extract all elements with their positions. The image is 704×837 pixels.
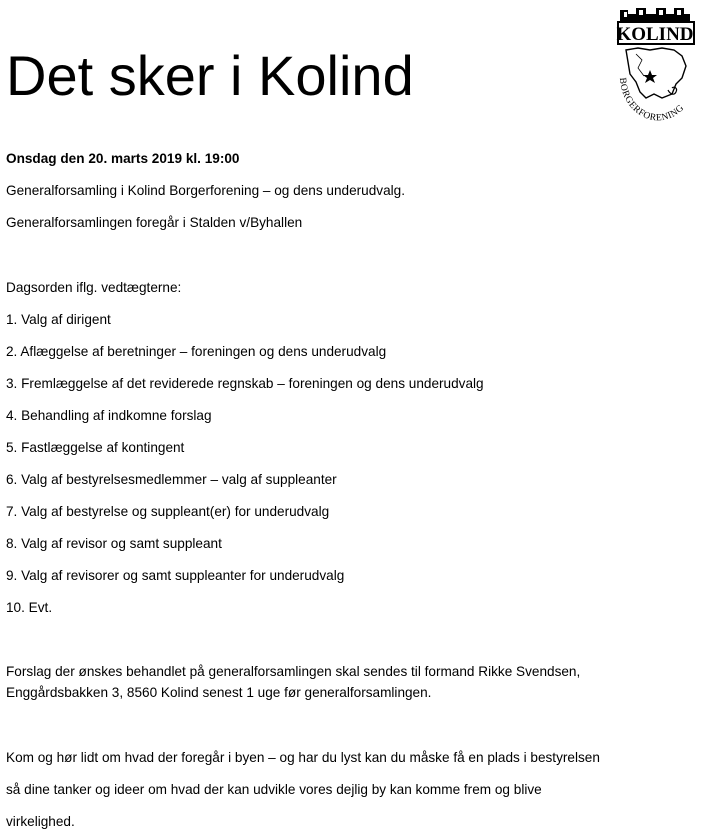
agenda-item: 4. Behandling af indkomne forslag [6,408,212,423]
agenda-item: 5. Fastlæggelse af kontingent [6,440,185,455]
agenda-item: 2. Aflæggelse af beretninger – foreningen og dens underudvalg [6,344,387,359]
agenda-heading: Dagsorden iflg. vedtægterne: [6,280,182,295]
agenda-item: 7. Valg af bestyrelse og suppleant(er) for underudvalg [6,504,330,519]
agenda-item: 1. Valg af dirigent [6,312,111,327]
agenda-item: 8. Valg af revisor og samt suppleant [6,536,222,551]
proposal-line-2: Enggårdsbakken 3, 8560 Kolind senest 1 uge før generalforsamlingen. [6,685,432,700]
closing-line-3: virkelighed. [6,814,75,829]
agenda-item: 10. Evt. [6,600,53,615]
closing-line-2: så dine tanker og ideer om hvad der kan udvikle vores dejlig by kan komme frem og blive [6,782,542,797]
page-title: Det sker i Kolind [6,44,414,107]
intro-line-2: Generalforsamlingen foregår i Stalden v/Byhallen [6,215,303,230]
logo-wordmark: KOLIND [616,24,694,45]
logo-ring-text: BORGERFORENING [616,77,687,124]
meeting-date: Onsdag den 20. marts 2019 kl. 19:00 [6,151,240,166]
agenda-item: 6. Valg af bestyrelsesmedlemmer – valg af suppleanter [6,472,337,487]
intro-line-1: Generalforsamling i Kolind Borgerforening – og dens underudvalg. [6,183,405,198]
kolind-borgerforening-logo [612,4,698,130]
agenda-item: 3. Fremlæggelse af det reviderede regnskab – foreningen og dens underudvalg [6,376,484,391]
closing-line-1: Kom og hør lidt om hvad der foregår i byen – og har du lyst kan du måske få en plads i bestyrelsen [6,750,600,765]
proposal-line-1: Forslag der ønskes behandlet på generalforsamlingen skal sendes til formand Rikke Svendsen, [6,664,581,679]
agenda-item: 9. Valg af revisorer og samt suppleanter for underudvalg [6,568,345,583]
